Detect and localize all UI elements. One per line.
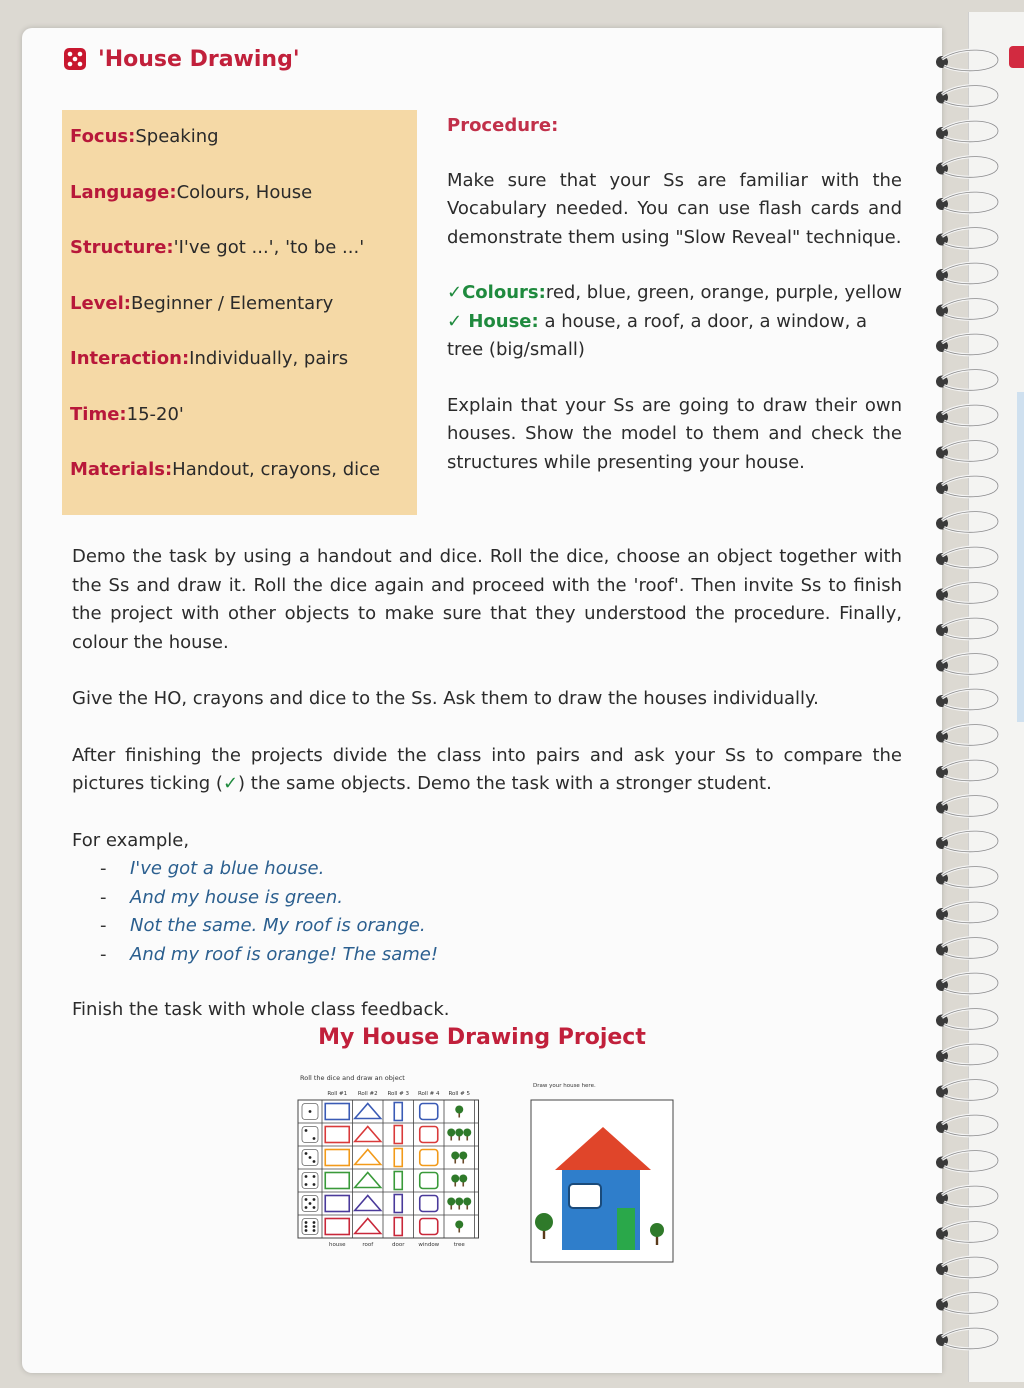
tree-crown <box>447 1198 455 1206</box>
die-pip <box>313 1183 316 1186</box>
tree-crown <box>451 1175 459 1183</box>
info-value: 'I've got ...', 'to be ...' <box>173 237 365 258</box>
info-focus <box>70 126 409 182</box>
pairs-text: After finishing the projects divide the class into pairs and ask your Ss to compare the pictures ticking ( <box>72 744 902 794</box>
die-pip <box>313 1229 316 1232</box>
spiral-ring <box>936 1115 998 1136</box>
die-pip <box>305 1206 308 1209</box>
spiral-ring <box>936 299 998 320</box>
spiral-ring <box>936 547 998 568</box>
spiral-ring <box>936 725 998 746</box>
spiral-ring <box>936 157 998 178</box>
die-face <box>302 1219 318 1235</box>
die-pip <box>305 1129 308 1132</box>
info-materials <box>70 459 409 515</box>
die-pip <box>313 1137 316 1140</box>
die-pip <box>313 1198 316 1201</box>
spiral-ring <box>936 689 998 710</box>
handout-illustration <box>294 1068 694 1308</box>
spiral-ring <box>936 760 998 781</box>
house-label: ✓ House: <box>447 310 539 332</box>
colours-label: ✓Colours: <box>447 282 546 303</box>
dash: - <box>100 886 107 908</box>
info-key: Language: <box>70 181 177 203</box>
column-label: roof <box>362 1242 374 1248</box>
example-text: And my roof is orange! The same! <box>130 943 439 965</box>
info-value: Colours, House <box>176 181 313 203</box>
sample-door <box>617 1208 635 1250</box>
spiral-ring <box>936 228 998 249</box>
handout-paragraph: Give the HO, crayons and dice to the Ss. Ask them to draw the houses individually. <box>72 688 819 709</box>
example-list <box>72 855 902 969</box>
house-value: a house, a roof, a door, a window, a tree (big/small) <box>447 310 868 360</box>
dash: - <box>100 943 107 965</box>
spiral-ring <box>936 902 998 923</box>
dash: - <box>100 915 107 936</box>
info-key: Interaction: <box>70 348 190 369</box>
die-pip <box>313 1221 316 1224</box>
final-instruction: Finish the task with whole class feedback. <box>72 999 450 1020</box>
procedure-intro: Make sure that your Ss are familiar with the Vocabulary needed. You can use flash cards and demonstrate them using "Slow Reveal" technique. <box>447 169 902 248</box>
spiral-ring <box>936 512 998 533</box>
example-text: I've got a blue house. <box>130 858 325 879</box>
page-title: 'House Drawing' <box>98 46 300 72</box>
vocabulary-list <box>447 279 902 365</box>
info-value: Handout, crayons, dice <box>172 459 381 480</box>
tick-mark: ✓ <box>222 773 239 794</box>
spiral-ring <box>936 1151 998 1172</box>
die-pip <box>313 1225 316 1228</box>
spiral-ring <box>936 121 998 142</box>
spiral-ring <box>936 1186 998 1207</box>
sample-window <box>569 1184 601 1208</box>
pairs-text-end: ) the same objects. Demo the task with a stronger student. <box>238 773 772 794</box>
info-interaction <box>70 348 409 404</box>
column-label: window <box>418 1242 440 1248</box>
tree-crown <box>455 1198 463 1206</box>
column-label: house <box>328 1242 346 1248</box>
tree-crown <box>455 1221 463 1229</box>
info-key: Focus: <box>70 126 136 147</box>
info-language <box>70 182 409 238</box>
info-structure <box>70 237 409 293</box>
demo-paragraph: Demo the task by using a handout and dice. Roll the dice, choose an object together with the Ss and draw it. Roll the dice again and proceed with the 'roof'. Then invite Ss to finish the project with other objects to make sure that they understood the procedure. Finally, colour the house. <box>72 546 902 653</box>
info-value: Speaking <box>135 126 219 147</box>
spiral-ring <box>936 441 998 462</box>
spiral-ring <box>936 1080 998 1101</box>
info-value: Beginner / Elementary <box>131 292 334 314</box>
sample-tree-crown <box>650 1223 664 1237</box>
tree-crown <box>459 1175 467 1183</box>
info-key: Materials: <box>70 459 173 480</box>
example-text: Not the same. My roof is orange. <box>130 915 426 936</box>
procedure-explain: Explain that your Ss are going to draw their own houses. Show the model to them and check the structures while presenting your house. <box>447 394 902 473</box>
spiral-ring <box>936 1257 998 1278</box>
spiral-ring <box>936 973 998 994</box>
spiral-ring <box>936 334 998 355</box>
next-page-mark <box>1009 46 1024 68</box>
die-pip <box>313 1160 316 1163</box>
example-item <box>72 941 902 970</box>
page-header <box>62 46 300 72</box>
die-face <box>302 1127 318 1143</box>
spiral-ring <box>936 1293 998 1314</box>
roll-header: Roll # 5 <box>448 1091 471 1097</box>
info-time <box>70 404 409 460</box>
spiral-ring <box>936 86 998 107</box>
spiral-ring <box>936 192 998 213</box>
spiral-ring <box>936 867 998 888</box>
roll-header: Roll #1 <box>327 1091 348 1097</box>
example-intro: For example, <box>72 829 190 851</box>
spiral-ring <box>936 654 998 675</box>
info-value: 15-20' <box>126 403 184 425</box>
next-page-strip <box>1017 392 1024 722</box>
spiral-ring <box>936 263 998 284</box>
die-pip <box>305 1152 308 1155</box>
sample-tree-crown <box>535 1213 553 1231</box>
spiral-ring <box>936 405 998 426</box>
tree-crown <box>455 1129 463 1137</box>
spiral-ring <box>936 1009 998 1030</box>
info-value: Individually, pairs <box>189 348 349 369</box>
spiral-ring <box>936 1328 998 1349</box>
worksheet-page <box>22 28 942 1373</box>
die-face <box>302 1173 318 1189</box>
tree-crown <box>459 1152 467 1160</box>
pairs-paragraph <box>72 742 902 799</box>
die-pip <box>305 1225 308 1228</box>
project-title: My House Drawing Project <box>318 1025 646 1050</box>
colours-value: red, blue, green, orange, purple, yellow <box>545 282 902 303</box>
lesson-info-box <box>62 110 417 515</box>
procedure-section <box>447 112 902 504</box>
spiral-binding <box>930 40 1005 1360</box>
spiral-ring <box>936 1222 998 1243</box>
example-item <box>72 912 902 941</box>
spiral-ring <box>936 370 998 391</box>
info-level <box>70 293 409 349</box>
column-label: tree <box>453 1242 465 1248</box>
info-key: Time: <box>70 403 127 425</box>
instructions-body <box>72 543 902 1025</box>
info-key: Structure: <box>70 237 174 258</box>
spiral-ring <box>936 583 998 604</box>
handout-instruction: Roll the dice and draw an object <box>300 1074 405 1082</box>
spiral-ring <box>936 1044 998 1065</box>
die-pip <box>313 1175 316 1178</box>
die-pip <box>305 1175 308 1178</box>
draw-label: Draw your house here. <box>533 1083 596 1089</box>
die-pip <box>309 1156 312 1159</box>
example-item <box>72 855 902 884</box>
spiral-ring <box>936 796 998 817</box>
roll-header: Roll # 4 <box>417 1091 440 1097</box>
roll-header: Roll #2 <box>357 1091 378 1097</box>
procedure-heading: Procedure: <box>447 115 559 136</box>
tree-crown <box>455 1106 463 1114</box>
info-key: Level: <box>70 292 131 314</box>
die-pip <box>309 1202 312 1205</box>
spiral-ring <box>936 476 998 497</box>
spiral-ring <box>936 938 998 959</box>
dash: - <box>100 858 107 879</box>
die-pip <box>305 1221 308 1224</box>
dice-icon <box>62 46 88 72</box>
spiral-ring <box>936 50 998 71</box>
die-pip <box>305 1183 308 1186</box>
spiral-ring <box>936 618 998 639</box>
die-pip <box>305 1229 308 1232</box>
tree-crown <box>451 1152 459 1160</box>
example-text: And my house is green. <box>130 886 343 908</box>
die-pip <box>313 1206 316 1209</box>
spiral-ring <box>936 831 998 852</box>
tree-crown <box>447 1129 455 1137</box>
tree-crown <box>463 1198 471 1206</box>
roll-header: Roll # 3 <box>387 1091 410 1097</box>
tree-crown <box>463 1129 471 1137</box>
die-pip <box>305 1198 308 1201</box>
column-label: door <box>392 1242 405 1248</box>
example-item <box>72 884 902 913</box>
die-pip <box>309 1110 312 1113</box>
